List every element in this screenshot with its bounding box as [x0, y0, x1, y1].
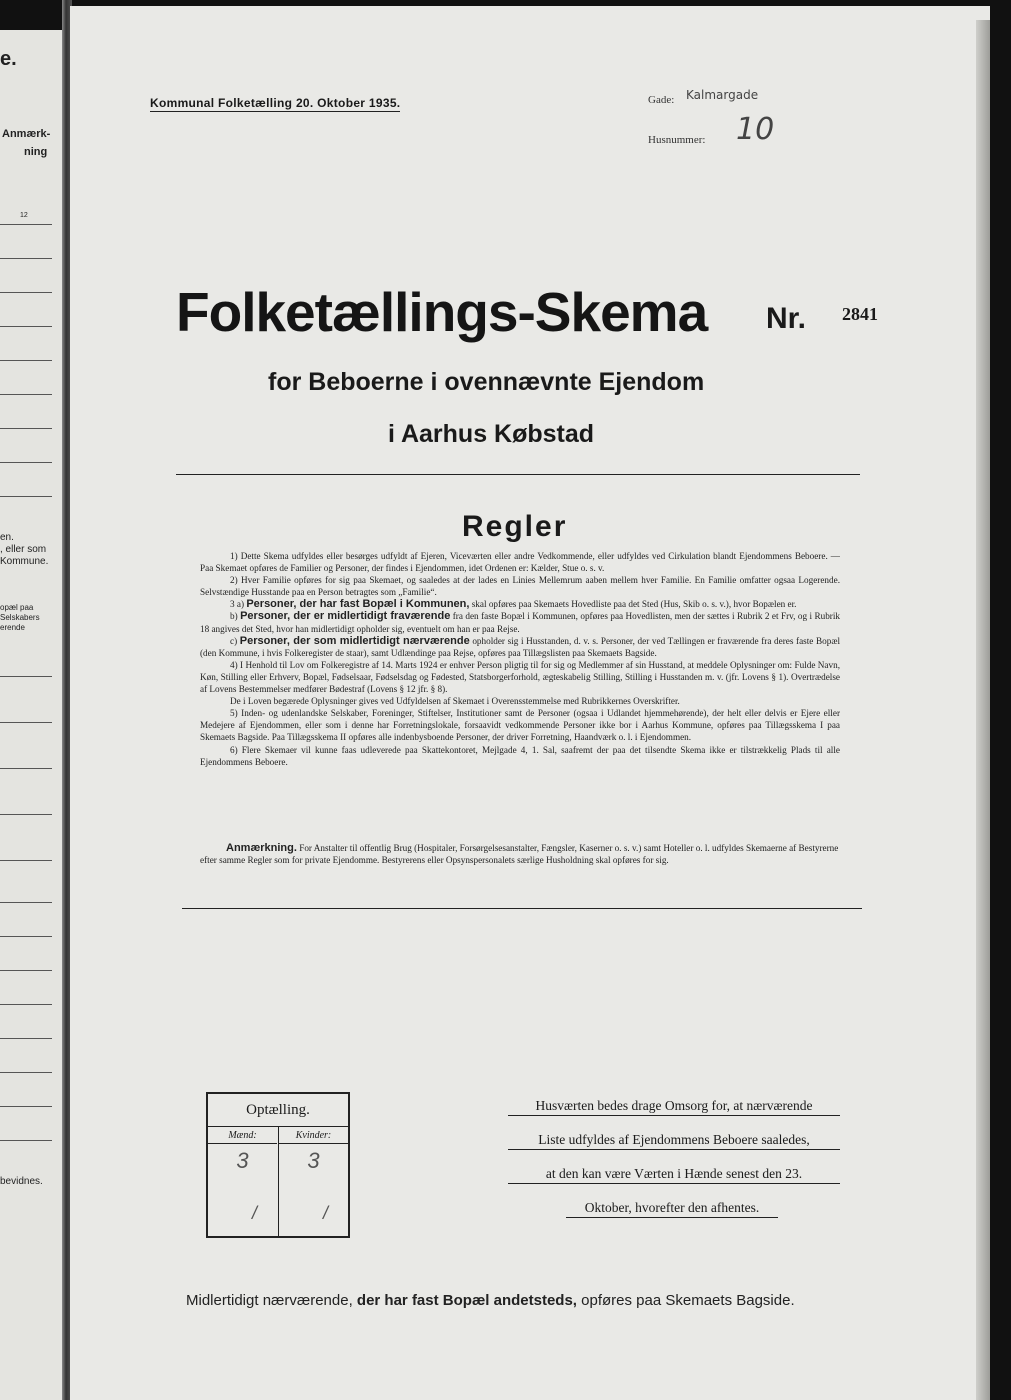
divider — [0, 814, 52, 815]
rule-paragraph: 5) Inden- og udenlandske Selskaber, Foreninger, Stiftelser, Institutioner samt de Personer (ogsaa i Udlandet hjemmehørende), der helt eller delvis er Ejere eller Medejere af Ejendommen, eller som i denne har Forretningslokale, forsaavidt vedkommende Personer ikke bor i Aarhus Kommune, opføres paa Tillægsskema I paa Skemaets Bagside. Paa Tillægsskema II opføres alle indenbysboende Personer, der driver Forretning, Haandværk o. l. i Ejendommen. — [200, 708, 840, 743]
left-fragment-text: Anmærk- — [2, 128, 51, 140]
rules-heading: Regler — [462, 510, 568, 543]
notice-line: Oktober, hvorefter den afhentes. — [566, 1200, 778, 1218]
women-column — [278, 1127, 348, 1236]
men-label: Mænd: — [208, 1127, 277, 1144]
rule-paragraph: 2) Hver Familie opføres for sig paa Skemaet, og saaledes at der lades en Linies Mellemrum aaben mellem hver Familie. En Familie omfatter ogsaa Logerende. Selvstændige Husstande paa en Person betragtes som „Familie“. — [200, 575, 840, 598]
left-page-fragment — [0, 30, 62, 1400]
left-fragment-text: ning — [24, 146, 48, 158]
divider — [0, 360, 52, 361]
women-label: Kvinder: — [279, 1127, 348, 1144]
divider — [182, 908, 862, 909]
divider — [0, 768, 52, 769]
footer-note: Midlertidigt nærværende, der har fast Bopæl andetsteds, opføres paa Skemaets Bagside. — [186, 1292, 795, 1309]
remark-label: Anmærkning. — [226, 842, 297, 854]
form-subtitle: for Beboerne i ovennævnte Ejendom — [268, 368, 705, 396]
notice-line: Husværten bedes drage Omsorg for, at nærværende — [508, 1098, 840, 1116]
divider — [0, 258, 52, 259]
divider — [0, 860, 52, 861]
divider — [176, 474, 860, 475]
left-fragment-text: bevidnes. — [0, 1176, 43, 1187]
divider — [0, 292, 52, 293]
divider — [0, 1140, 52, 1141]
rule-paragraph: c) Personer, der som midlertidigt nærværende opholder sig i Husstanden, d. v. s. Personer, der ved Tællingen er fraværende fra deres faste Bopæl (den Kommune, i hvis Folkeregister de staar), samt Udlændinge paa Rejse, opføres paa Tillægslisten paa Skemaets Bagside. — [200, 634, 841, 658]
men-count: 3 — [236, 1148, 249, 1173]
left-fragment-text: 12 — [20, 212, 28, 219]
left-fragment-text: Selskabers — [0, 613, 40, 622]
rule-paragraph: 6) Flere Skemaer vil kunne faas udleverede paa Skattekontoret, Mejlgade 4, 1. Sal, saafremt der paa det tilsendte Skema ikke er tilstrækkelig Plads til alle Ejendommens Beboere. — [200, 744, 840, 767]
divider — [0, 1072, 52, 1073]
gade-label: Gade: — [648, 94, 675, 106]
women-count: 3 — [307, 1148, 320, 1173]
form-subtitle-city: i Aarhus Købstad — [388, 420, 595, 448]
divider — [0, 462, 52, 463]
rule-paragraph: De i Loven begærede Oplysninger gives ved Udfyldelsen af Skemaet i Overensstemmelse med Rubrikkernes Overskrifter. — [230, 696, 680, 707]
left-fragment-text: , eller som — [0, 544, 47, 555]
divider — [0, 394, 52, 395]
left-fragment-text: erende — [0, 623, 25, 632]
count-box-title: Optælling. — [208, 1094, 348, 1127]
divider — [0, 676, 52, 677]
divider — [0, 224, 52, 225]
divider — [0, 936, 52, 937]
left-fragment-text: Kommune. — [0, 556, 49, 567]
check-mark: / — [252, 1203, 258, 1223]
divider — [0, 970, 52, 971]
rule-paragraph: 4) I Henhold til Lov om Folkeregistre af 14. Marts 1924 er enhver Person pligtig til for sig og Medlemmer af sin Husstand, at meddele Oplysninger om: Fulde Navn, Køn, Stilling eller Erhverv, Bopæl, Fødselsaar, Fødselsdag og Fødested, Statsborgerforhold, ægteskabelig Stilling, Stilling i Husstanden m. v. (jfr. Lovens § 1). Overtrædelse af Lovens Bestemmelser medfører Bødestraf (Lovens § 12 jfr. § 8). — [200, 659, 840, 695]
form-number-label: Nr. — [766, 302, 807, 335]
page-stack-edge — [976, 20, 990, 1400]
divider — [0, 326, 52, 327]
divider — [0, 722, 52, 723]
notice-line: Liste udfyldes af Ejendommens Beboere saaledes, — [508, 1132, 840, 1150]
rules-text — [200, 550, 840, 768]
notice-line: at den kan være Værten i Hænde senest den 23. — [508, 1166, 840, 1184]
divider — [0, 496, 52, 497]
left-fragment-text: e. — [0, 48, 17, 70]
left-fragment-text: en. — [0, 532, 14, 543]
remark-text: For Anstalter til offentlig Brug (Hospitaler, Forsørgelsesanstalter, Fængsler, Kaserner o. s. v.) samt Hoteller o. l. udfyldes Skemaerne af Bestyrerne efter samme Regler som for private Ejendomme. Bestyrerens eller Opsynspersonalets særlige Husholdning skal opføres for sig. — [200, 843, 839, 865]
census-title: Kommunal Folketælling 20. Oktober 1935. — [150, 96, 401, 110]
remark-section — [200, 842, 840, 866]
divider — [0, 428, 52, 429]
form-title: Folketællings-Skema — [176, 281, 708, 343]
form-number: 2841 — [842, 304, 878, 324]
gade-value: Kalmargade — [686, 88, 759, 102]
divider — [0, 1106, 52, 1107]
rule-paragraph: 1) Dette Skema udfyldes eller besørges udfyldt af Ejeren, Viceværten eller andre Vedkommende, eller udfyldes ved Cirkulation blandt Ejendommens Beboere. — Paa Skemaet opføres de Familier og Personer, der findes i Ejendommen, idet Ordenen er: Kælder, Stue o. s. v. — [200, 551, 840, 574]
divider — [0, 1004, 52, 1005]
count-box — [206, 1092, 350, 1238]
husnummer-value: 10 — [736, 112, 775, 147]
divider — [0, 1038, 52, 1039]
rule-paragraph: b) Personer, der er midlertidigt fraværende fra den faste Bopæl i Kommunen, opføres paa Hovedlisten, men der sættes i Rubrik 2 et Frv, og i Rubrik 18 angives det Sted, hvor han midlertidigt opholder sig, eventuelt om han er paa Rejse. — [200, 610, 840, 634]
men-column — [208, 1127, 277, 1236]
divider — [0, 902, 52, 903]
husnummer-label: Husnummer: — [648, 134, 706, 146]
check-mark: / — [323, 1203, 329, 1223]
left-fragment-text: opæl paa — [0, 603, 34, 612]
rule-paragraph: 3 a) Personer, der har fast Bopæl i Kommunen, skal opføres paa Skemaets Hovedliste paa det Sted (Hus, Skib o. s. v.), hvor Bopælen er. — [230, 598, 797, 611]
